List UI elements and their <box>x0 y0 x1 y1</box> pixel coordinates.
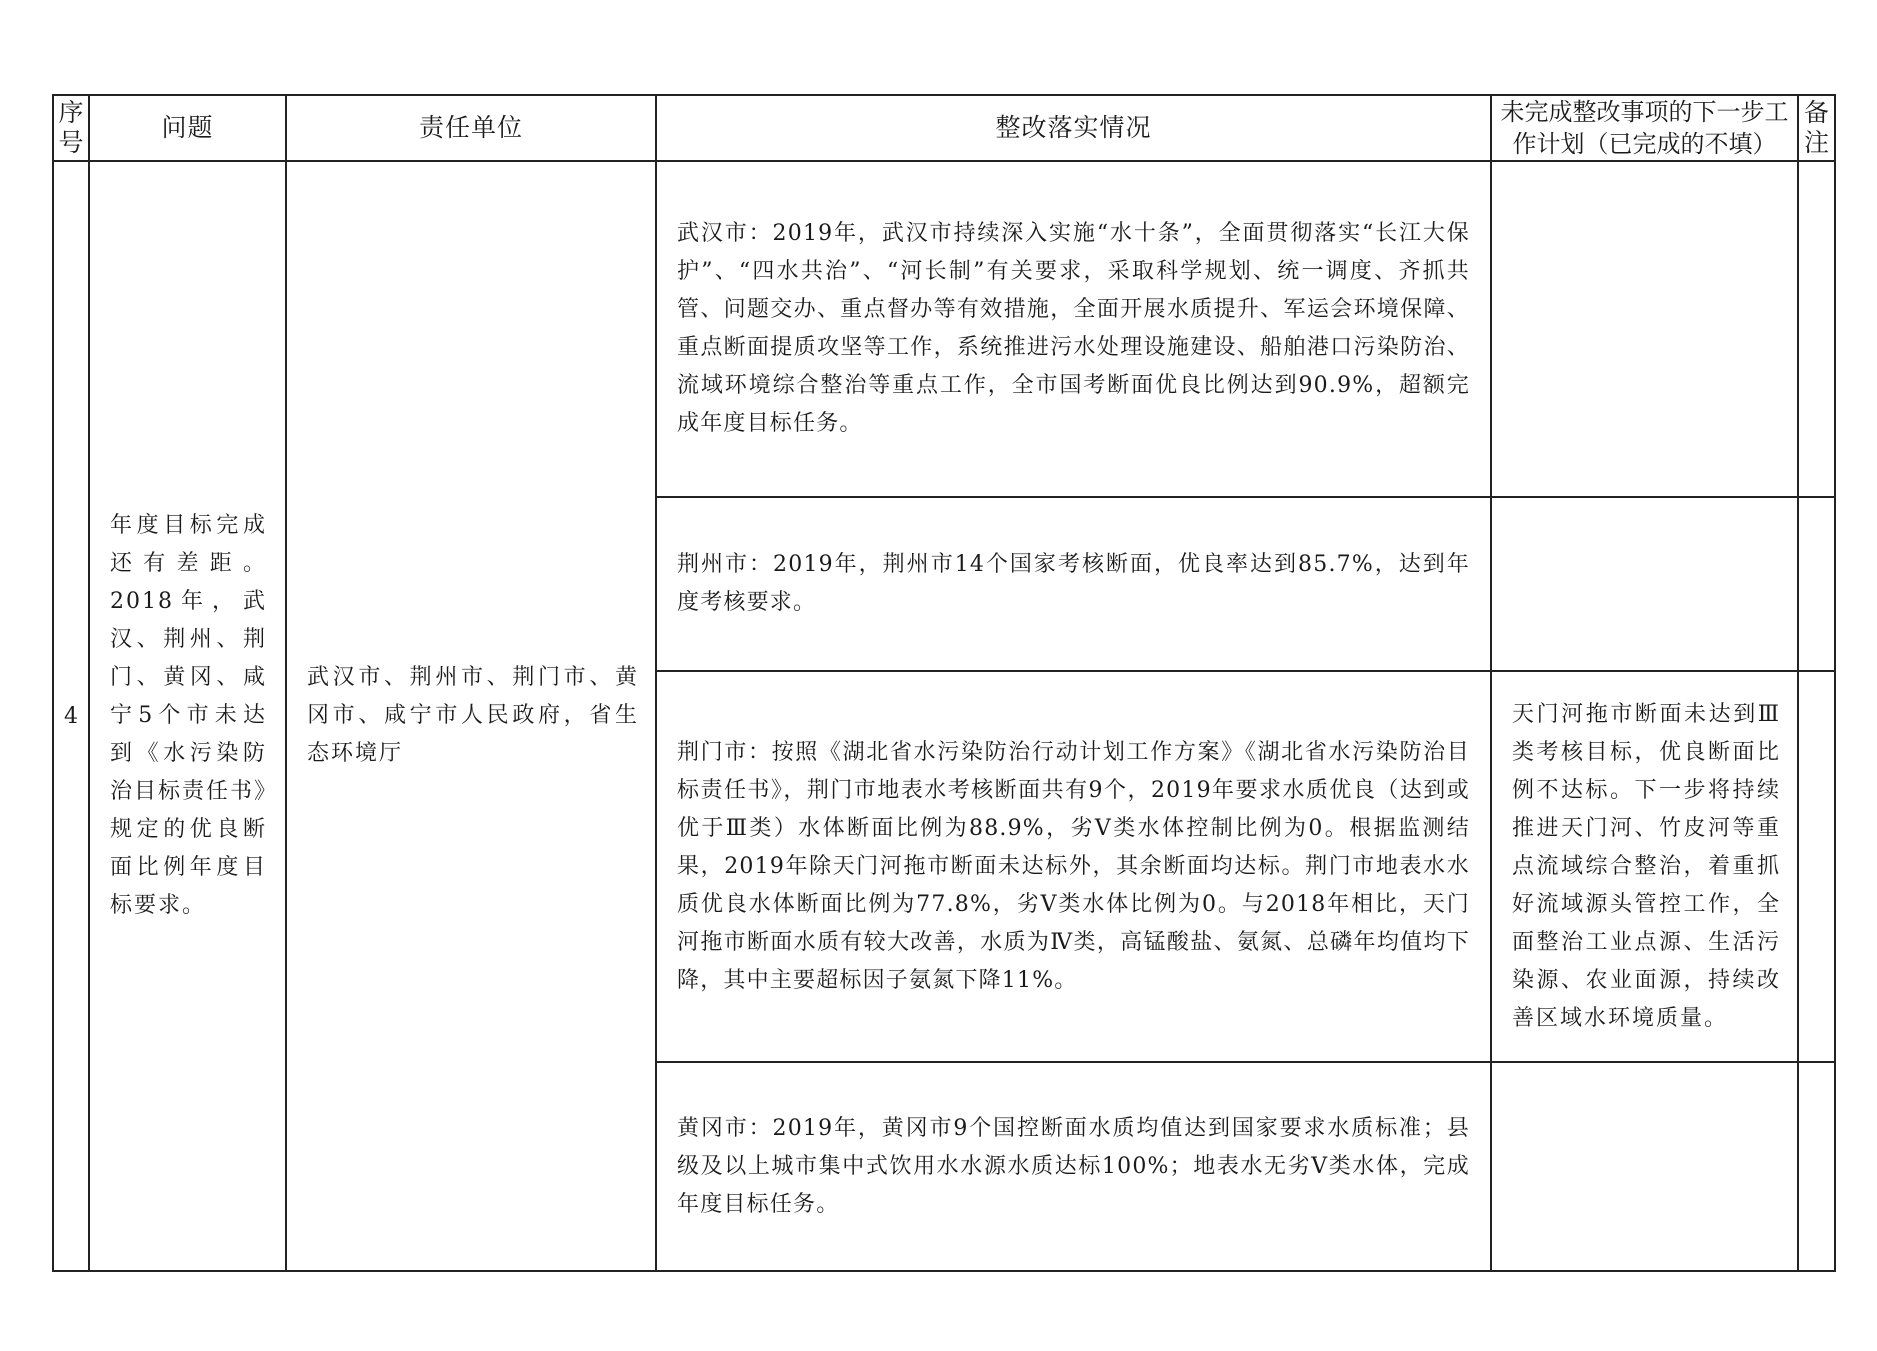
note-cell-huanggang <box>1798 1062 1835 1271</box>
note-cell-jingzhou <box>1798 497 1835 671</box>
table-row <box>53 161 1835 497</box>
header-unit: 责任单位 <box>286 95 656 161</box>
header-seq: 序号 <box>53 95 89 161</box>
note-cell-jingmen <box>1798 671 1835 1062</box>
table-header-row <box>53 95 1835 161</box>
status-cell-jingmen: 荆门市：按照《湖北省水污染防治行动计划工作方案》《湖北省水污染防治目标责任书》，荆门市地表水考核断面共有9个，2019年要求水质优良（达到或优于Ⅲ类）水体断面比例为88.9%，劣Ⅴ类水体控制比例为0。根据监测结果，2019年除天门河拖市断面未达标外，其余断面均达标。荆门市地表水水质优良水体断面比例为77.8%，劣Ⅴ类水体比例为0。与2018年相比，天门河拖市断面水质有较大改善，水质为Ⅳ类，高锰酸盐、氨氮、总磷年均值均下降，其中主要超标因子氨氮下降11%。 <box>656 671 1491 1062</box>
plan-cell-wuhan <box>1491 161 1798 497</box>
status-cell-wuhan: 武汉市：2019年，武汉市持续深入实施“水十条”，全面贯彻落实“长江大保护”、“四水共治”、“河长制”有关要求，采取科学规划、统一调度、齐抓共管、问题交办、重点督办等有效措施，全面开展水质提升、军运会环境保障、重点断面提质攻坚等工作，系统推进污水处理设施建设、船舶港口污染防治、流域环境综合整治等重点工作，全市国考断面优良比例达到90.9%，超额完成年度目标任务。 <box>656 161 1491 497</box>
header-status: 整改落实情况 <box>656 95 1491 161</box>
note-cell-wuhan <box>1798 161 1835 497</box>
header-plan: 未完成整改事项的下一步工作计划（已完成的不填） <box>1491 95 1798 161</box>
header-note: 备注 <box>1798 95 1835 161</box>
plan-cell-jingmen: 天门河拖市断面未达到Ⅲ类考核目标，优良断面比例不达标。下一步将持续推进天门河、竹皮河等重点流域综合整治，着重抓好流域源头管控工作，全面整治工业点源、生活污染源、农业面源，持续改善区域水环境质量。 <box>1491 671 1798 1062</box>
header-issue: 问题 <box>89 95 286 161</box>
plan-cell-jingzhou <box>1491 497 1798 671</box>
status-cell-jingzhou: 荆州市：2019年，荆州市14个国家考核断面，优良率达到85.7%，达到年度考核要求。 <box>656 497 1491 671</box>
plan-cell-huanggang <box>1491 1062 1798 1271</box>
row-seq-cell: 4 <box>53 161 89 1271</box>
row-issue-cell: 年度目标完成还有差距。2018年，武汉、荆州、荆门、黄冈、咸宁5个市未达到《水污染防治目标责任书》规定的优良断面比例年度目标要求。 <box>89 161 286 1271</box>
status-cell-huanggang: 黄冈市：2019年，黄冈市9个国控断面水质均值达到国家要求水质标准；县级及以上城市集中式饮用水水源水质达标100%；地表水无劣Ⅴ类水体，完成年度目标任务。 <box>656 1062 1491 1271</box>
rectification-table <box>52 94 1836 1272</box>
row-unit-cell: 武汉市、荆州市、荆门市、黄冈市、咸宁市人民政府，省生态环境厅 <box>286 161 656 1271</box>
